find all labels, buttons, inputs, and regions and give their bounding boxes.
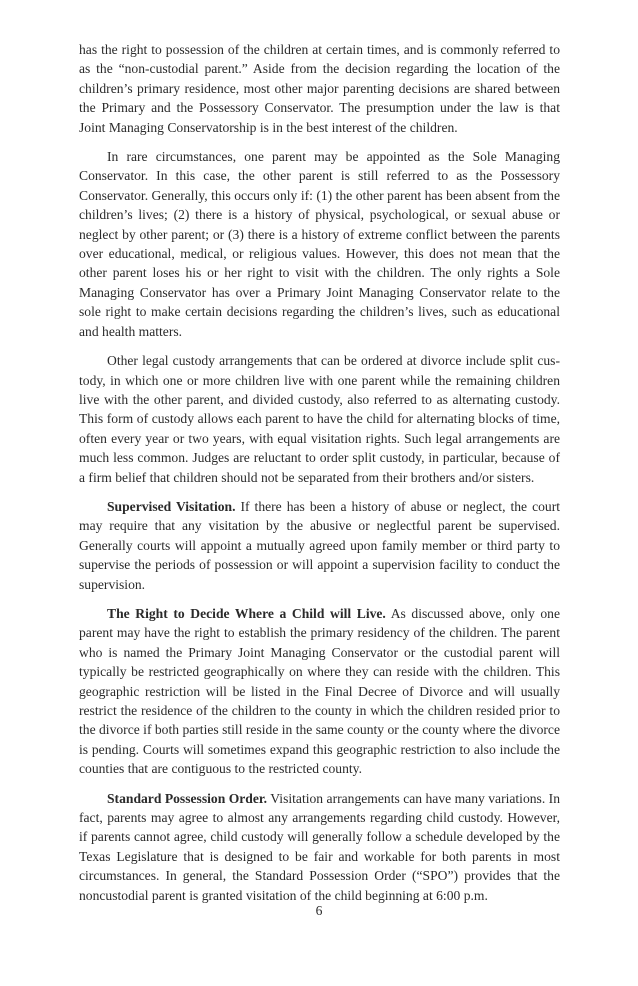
section-heading: The Right to Decide Where a Child will Live.: [107, 605, 386, 621]
section-heading: Standard Possession Order.: [107, 790, 268, 806]
paragraph-text: Visitation arrangements can have many variations. In fact, parents may agree to almost any arrangements regarding child custody. However, if parents cannot agree, child custody will generally follow a schedule developed by the Texas Legislature that is designed to be fair and workable for both parents in most circumstances. In general, the Standard Possession Order (“SPO”) provides that the noncustodial parent is granted visitation of the child beginning at 6:00 p.m.: [79, 790, 561, 903]
paragraph-text: Other legal custody arrangements that can be ordered at divorce include split custody, in which one or more children live with one parent while the remaining children live with the other parent, and divided custody, also referred to as alternating custody. This form of custody allows each parent to have the child for alternating blocks of time, often every year or two years, with equal visitation rights. Such legal arrangements are much less common. Judges are reluctant to order split custody, in particular, because of a firm belief that children should not be separated from their brothers and/or sisters.: [79, 353, 560, 485]
paragraph-right-to-decide-residence: [79, 604, 560, 779]
page-body: [79, 40, 560, 915]
paragraph-standard-possession-order: [79, 789, 560, 905]
paragraph-continuation: [79, 40, 560, 137]
section-heading: Supervised Visitation.: [107, 498, 236, 514]
paragraph-text: In rare circumstances, one parent may be appointed as the Sole Managing Conservator. In this case, the other parent is still referred to as the Possessory Conservator. Generally, this occurs only if: (1) the other parent has been absent from the children’s lives; (2) there is a history of physical, psychological, or sexual abuse or neglect by other parent; or (3) there is a history of extreme conflict between the parents over educational, medical, or religious values. However, this does not mean that the other parent loses his or her right to visit with the children. The only rights a Sole Managing Conservator has over a Primary Joint Managing Conservator relate to the sole right to make certain decisions regarding the children’s lives, such as educational and health matters.: [79, 149, 560, 339]
paragraph-text: has the right to possession of the children at certain times, and is commonly referred to as the “non-custodial parent.” Aside from the decision regarding the location of the children’s primary residence, most other major parenting decisions are shared between the Primary and the Possessory Conservator. The presumption under the law is that Joint Managing Conservatorship is in the best interest of the children.: [79, 42, 560, 135]
paragraph-supervised-visitation: [79, 497, 560, 594]
paragraph-text: As discussed above, only one parent may have the right to establish the primary residency of the children. The parent who is named the Primary Joint Managing Conservator or the custodial parent will typically be restricted geographically on where they can reside with the children. This geographic restriction will be listed in the Final Decree of Divorce and will usually restrict the residence of the children to the county in which the children resided prior to the divorce if both parties still reside in the same county or the county where the divorce is pending. Courts will sometimes expand this geographic restriction to also include the counties that are contiguous to the restricted county.: [79, 605, 560, 777]
page-number: 6: [315, 903, 323, 918]
paragraph-split-custody: [79, 351, 560, 487]
paragraph-text: If there has been a history of abuse or neglect, the court may require that any visitation by the abusive or neglectful parent be supervised. Generally courts will appoint a mutually agreed upon family member or third party to supervise the periods of possession or will appoint a supervision facility to conduct the supervision.: [79, 498, 560, 592]
paragraph-sole-managing-conservator: [79, 147, 560, 341]
